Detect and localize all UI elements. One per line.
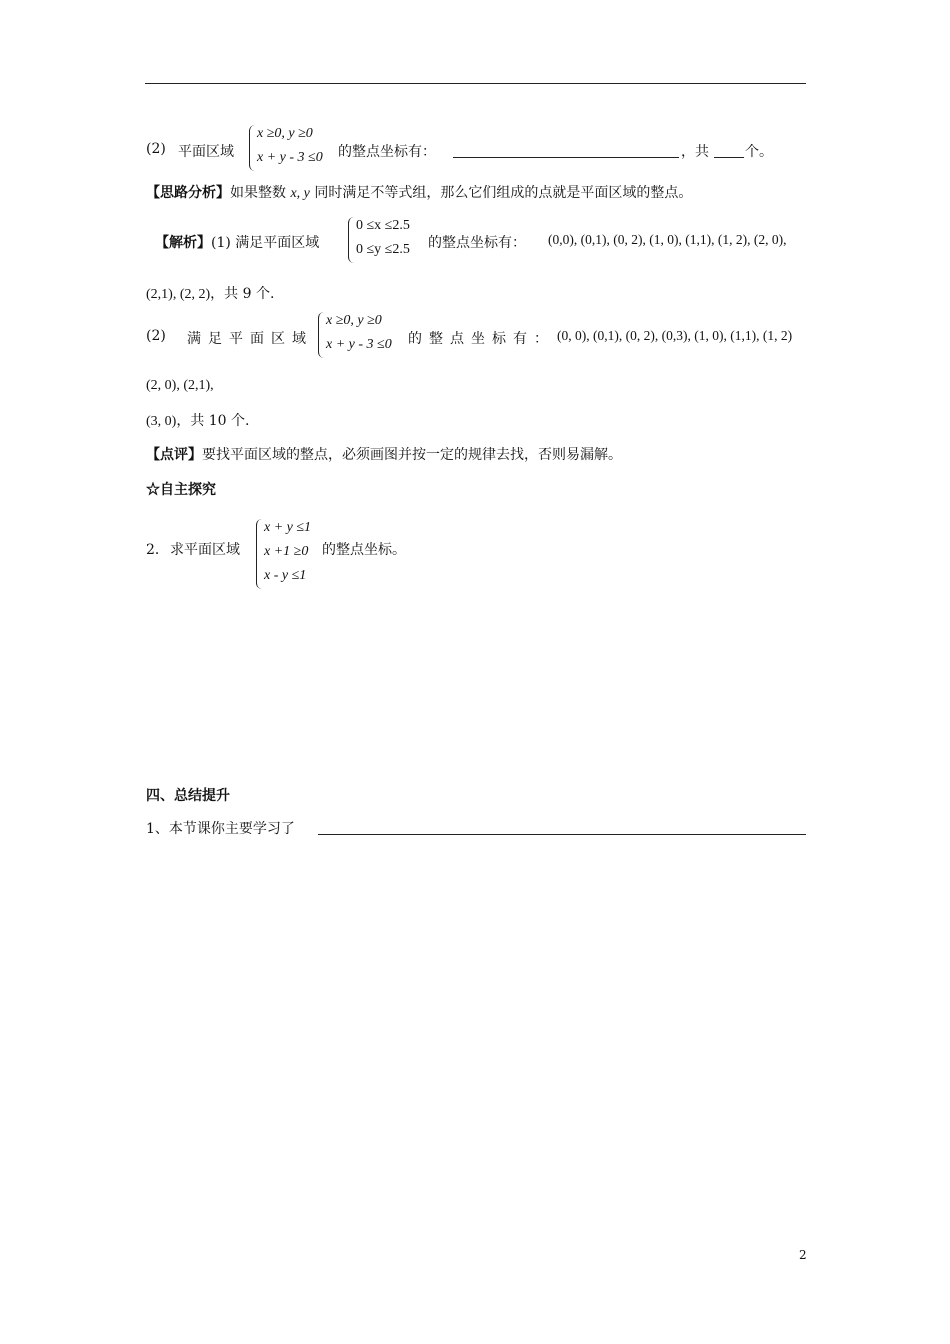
comment-tag: 【点评】: [146, 447, 202, 463]
comment-paragraph: [146, 444, 622, 464]
q2-sys-line-2: x +1 ≥0: [264, 544, 309, 559]
header-rule: [145, 83, 806, 84]
analysis-text-before: 如果整数: [230, 185, 286, 201]
solution-count: ，共 9 个.: [210, 286, 275, 302]
solution-points-cont: (2,1), (2, 2): [146, 287, 211, 302]
solution2-text: 的整点坐标有：: [408, 331, 555, 347]
q2-inequality-system: [256, 519, 322, 589]
solution2-number: (2): [146, 328, 166, 344]
summary-answer-blank[interactable]: [318, 818, 806, 835]
analysis-tag: 【思路分析】: [146, 185, 230, 201]
solution2-points: (0, 0), (0,1), (0, 2), (0,3), (1, 0), (1,1), (1, 2): [557, 328, 793, 343]
solution2-inequality-system: [318, 312, 406, 358]
p2-sys-line-2: x + y - 3 ≤0: [257, 150, 323, 165]
summary-heading: 四、总结提升: [146, 788, 230, 804]
p2-label: 平面区域: [178, 144, 234, 160]
q2-sys-line-1: x + y ≤1: [264, 520, 312, 535]
solution2-label: 满足平面区域: [187, 331, 313, 347]
explore-heading: ☆自主探究: [146, 482, 216, 498]
brace-icon: [249, 125, 257, 171]
brace-icon: [348, 217, 356, 263]
q2-number: 2．: [146, 542, 169, 558]
p2-text: 的整点坐标有：: [338, 144, 436, 160]
solution-inequality-system: [348, 217, 428, 263]
solution-points: (0,0), (0,1), (0, 2), (1, 0), (1,1), (1, 2), (2, 0),: [548, 232, 787, 247]
p2-separator: ，共: [681, 144, 709, 160]
p2-number: (2): [146, 141, 166, 157]
solution2-sys-line-2: x + y - 3 ≤0: [326, 337, 392, 352]
p2-count-blank[interactable]: [714, 141, 744, 158]
solution-sys-line-2: 0 ≤y ≤2.5: [356, 242, 410, 257]
solution2-points-last: (3, 0): [146, 414, 177, 429]
p2-inequality-system: [249, 125, 337, 171]
page-number: 2: [799, 1248, 807, 1262]
q2-label: 求平面区域: [170, 542, 240, 558]
analysis-text-after: 同时满足不等式组，那么它们组成的点就是平面区域的整点。: [314, 185, 693, 201]
p2-unit: 个。: [745, 144, 773, 160]
analysis-vars: x, y: [290, 186, 310, 201]
solution-sys-line-1: 0 ≤x ≤2.5: [356, 218, 410, 233]
comment-text: 要找平面区域的整点，必须画图并按一定的规律去找，否则易漏解。: [202, 447, 622, 463]
solution-tag: 【解析】: [155, 235, 211, 251]
solution-label: 满足平面区域: [235, 235, 320, 251]
brace-icon: [318, 312, 326, 358]
q2-text: 的整点坐标。: [322, 542, 406, 558]
solution-number: (1): [211, 235, 231, 251]
brace-icon: [256, 519, 264, 589]
solution-intro: [155, 232, 319, 252]
q2-sys-line-3: x - y ≤1: [264, 568, 307, 583]
solution2-last-line: [146, 410, 250, 430]
p2-sys-line-1: x ≥0, y ≥0: [257, 126, 313, 141]
solution2-sys-line-1: x ≥0, y ≥0: [326, 313, 382, 328]
p2-answer-blank[interactable]: [453, 141, 679, 158]
solution2-points-cont: (2, 0), (2,1),: [146, 378, 214, 393]
analysis-paragraph: [146, 182, 692, 202]
solution2-count: ，共 10 个.: [176, 413, 250, 429]
solution-text: 的整点坐标有：: [428, 235, 526, 251]
solution-points-continued: [146, 283, 274, 303]
summary-item-1: 1、本节课你主要学习了: [146, 821, 295, 837]
